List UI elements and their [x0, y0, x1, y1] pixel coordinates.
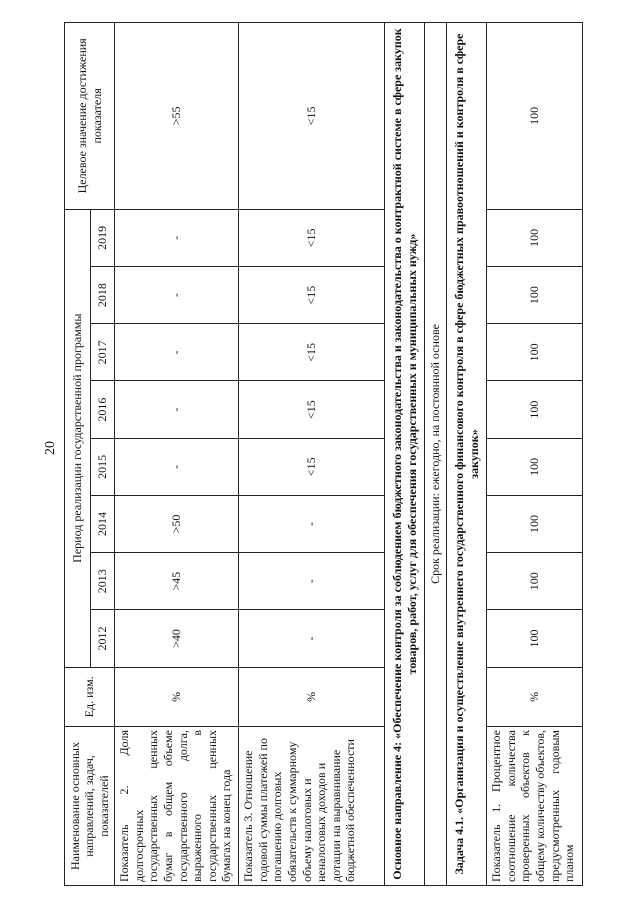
value-cell: 100 — [487, 381, 583, 438]
indicator-name: Показатель 3. Отношение годовой суммы платежей по погашению долговых обязательств к суммарному объему налоговых и неналоговых доходов и дотации на выравнивание бюджетной обеспеченности — [239, 726, 385, 885]
indicator-unit: % — [115, 667, 239, 726]
indicator-table-rotated — [64, 22, 622, 886]
value-cell: - — [115, 209, 239, 266]
value-cell: - — [239, 610, 385, 667]
value-cell: - — [115, 266, 239, 323]
header-target: Целевое значение достижения показателя — [65, 23, 115, 210]
table-row — [239, 23, 385, 886]
indicator-table — [64, 22, 583, 886]
value-cell: <15 — [239, 209, 385, 266]
value-cell: - — [239, 553, 385, 610]
value-cell: 100 — [487, 324, 583, 381]
year-2012: 2012 — [91, 610, 115, 667]
year-2014: 2014 — [91, 495, 115, 552]
term-row — [425, 23, 447, 886]
indicator-name: Показатель 1. Процентное соотношение количества проверенных объектов к общему количеству объектов, предусмотренных годовым планом — [487, 726, 583, 885]
value-cell: <15 — [239, 266, 385, 323]
header-period: Период реализации государственной программы — [65, 209, 91, 667]
year-2018: 2018 — [91, 266, 115, 323]
direction-4-row — [385, 23, 425, 886]
year-2015: 2015 — [91, 438, 115, 495]
page-number: 20 — [43, 441, 58, 455]
task-4-1-row — [447, 23, 487, 886]
target-cell: 100 — [487, 23, 583, 210]
value-cell: 100 — [487, 495, 583, 552]
value-cell: - — [239, 495, 385, 552]
direction-4-title: Основное направление 4: «Обеспечение контроля за соблюдением бюджетного законодательства и законодательства о контрактной системе в сфере закупок товаров, работ, услуг для обеспечения государственных и муниципальных нужд» — [385, 23, 425, 886]
year-2017: 2017 — [91, 324, 115, 381]
value-cell: 100 — [487, 266, 583, 323]
year-2019: 2019 — [91, 209, 115, 266]
table-row — [115, 23, 239, 886]
value-cell: - — [115, 324, 239, 381]
implementation-term: Срок реализации: ежегодно, на постоянной основе — [425, 23, 447, 886]
value-cell: - — [115, 381, 239, 438]
year-2013: 2013 — [91, 553, 115, 610]
value-cell: <15 — [239, 438, 385, 495]
indicator-unit: % — [487, 667, 583, 726]
header-row-1 — [65, 23, 91, 886]
indicator-name: Показатель 2. Доля долгосрочных государственных ценных бумаг в общем объеме государственного долга, выраженного в государственных ценных бумагах на конец года — [115, 726, 239, 885]
rotated-page-area — [64, 22, 622, 886]
header-name: Наименование основных направлений, задач, показателей — [65, 726, 115, 885]
target-cell: >55 — [115, 23, 239, 210]
target-cell: <15 — [239, 23, 385, 210]
value-cell: - — [115, 438, 239, 495]
task-4-1-title: Задача 4.1. «Организация и осуществление внутреннего государственного финансового контроля в сфере бюджетных правоотношений и контроля в сфере закупок» — [447, 23, 487, 886]
year-2016: 2016 — [91, 381, 115, 438]
value-cell: >45 — [115, 553, 239, 610]
table-row — [487, 23, 583, 886]
value-cell: 100 — [487, 438, 583, 495]
indicator-unit: % — [239, 667, 385, 726]
header-unit: Ед. изм. — [65, 667, 115, 726]
value-cell: <15 — [239, 381, 385, 438]
value-cell: >50 — [115, 495, 239, 552]
value-cell: >40 — [115, 610, 239, 667]
value-cell: 100 — [487, 610, 583, 667]
value-cell: <15 — [239, 324, 385, 381]
value-cell: 100 — [487, 209, 583, 266]
value-cell: 100 — [487, 553, 583, 610]
